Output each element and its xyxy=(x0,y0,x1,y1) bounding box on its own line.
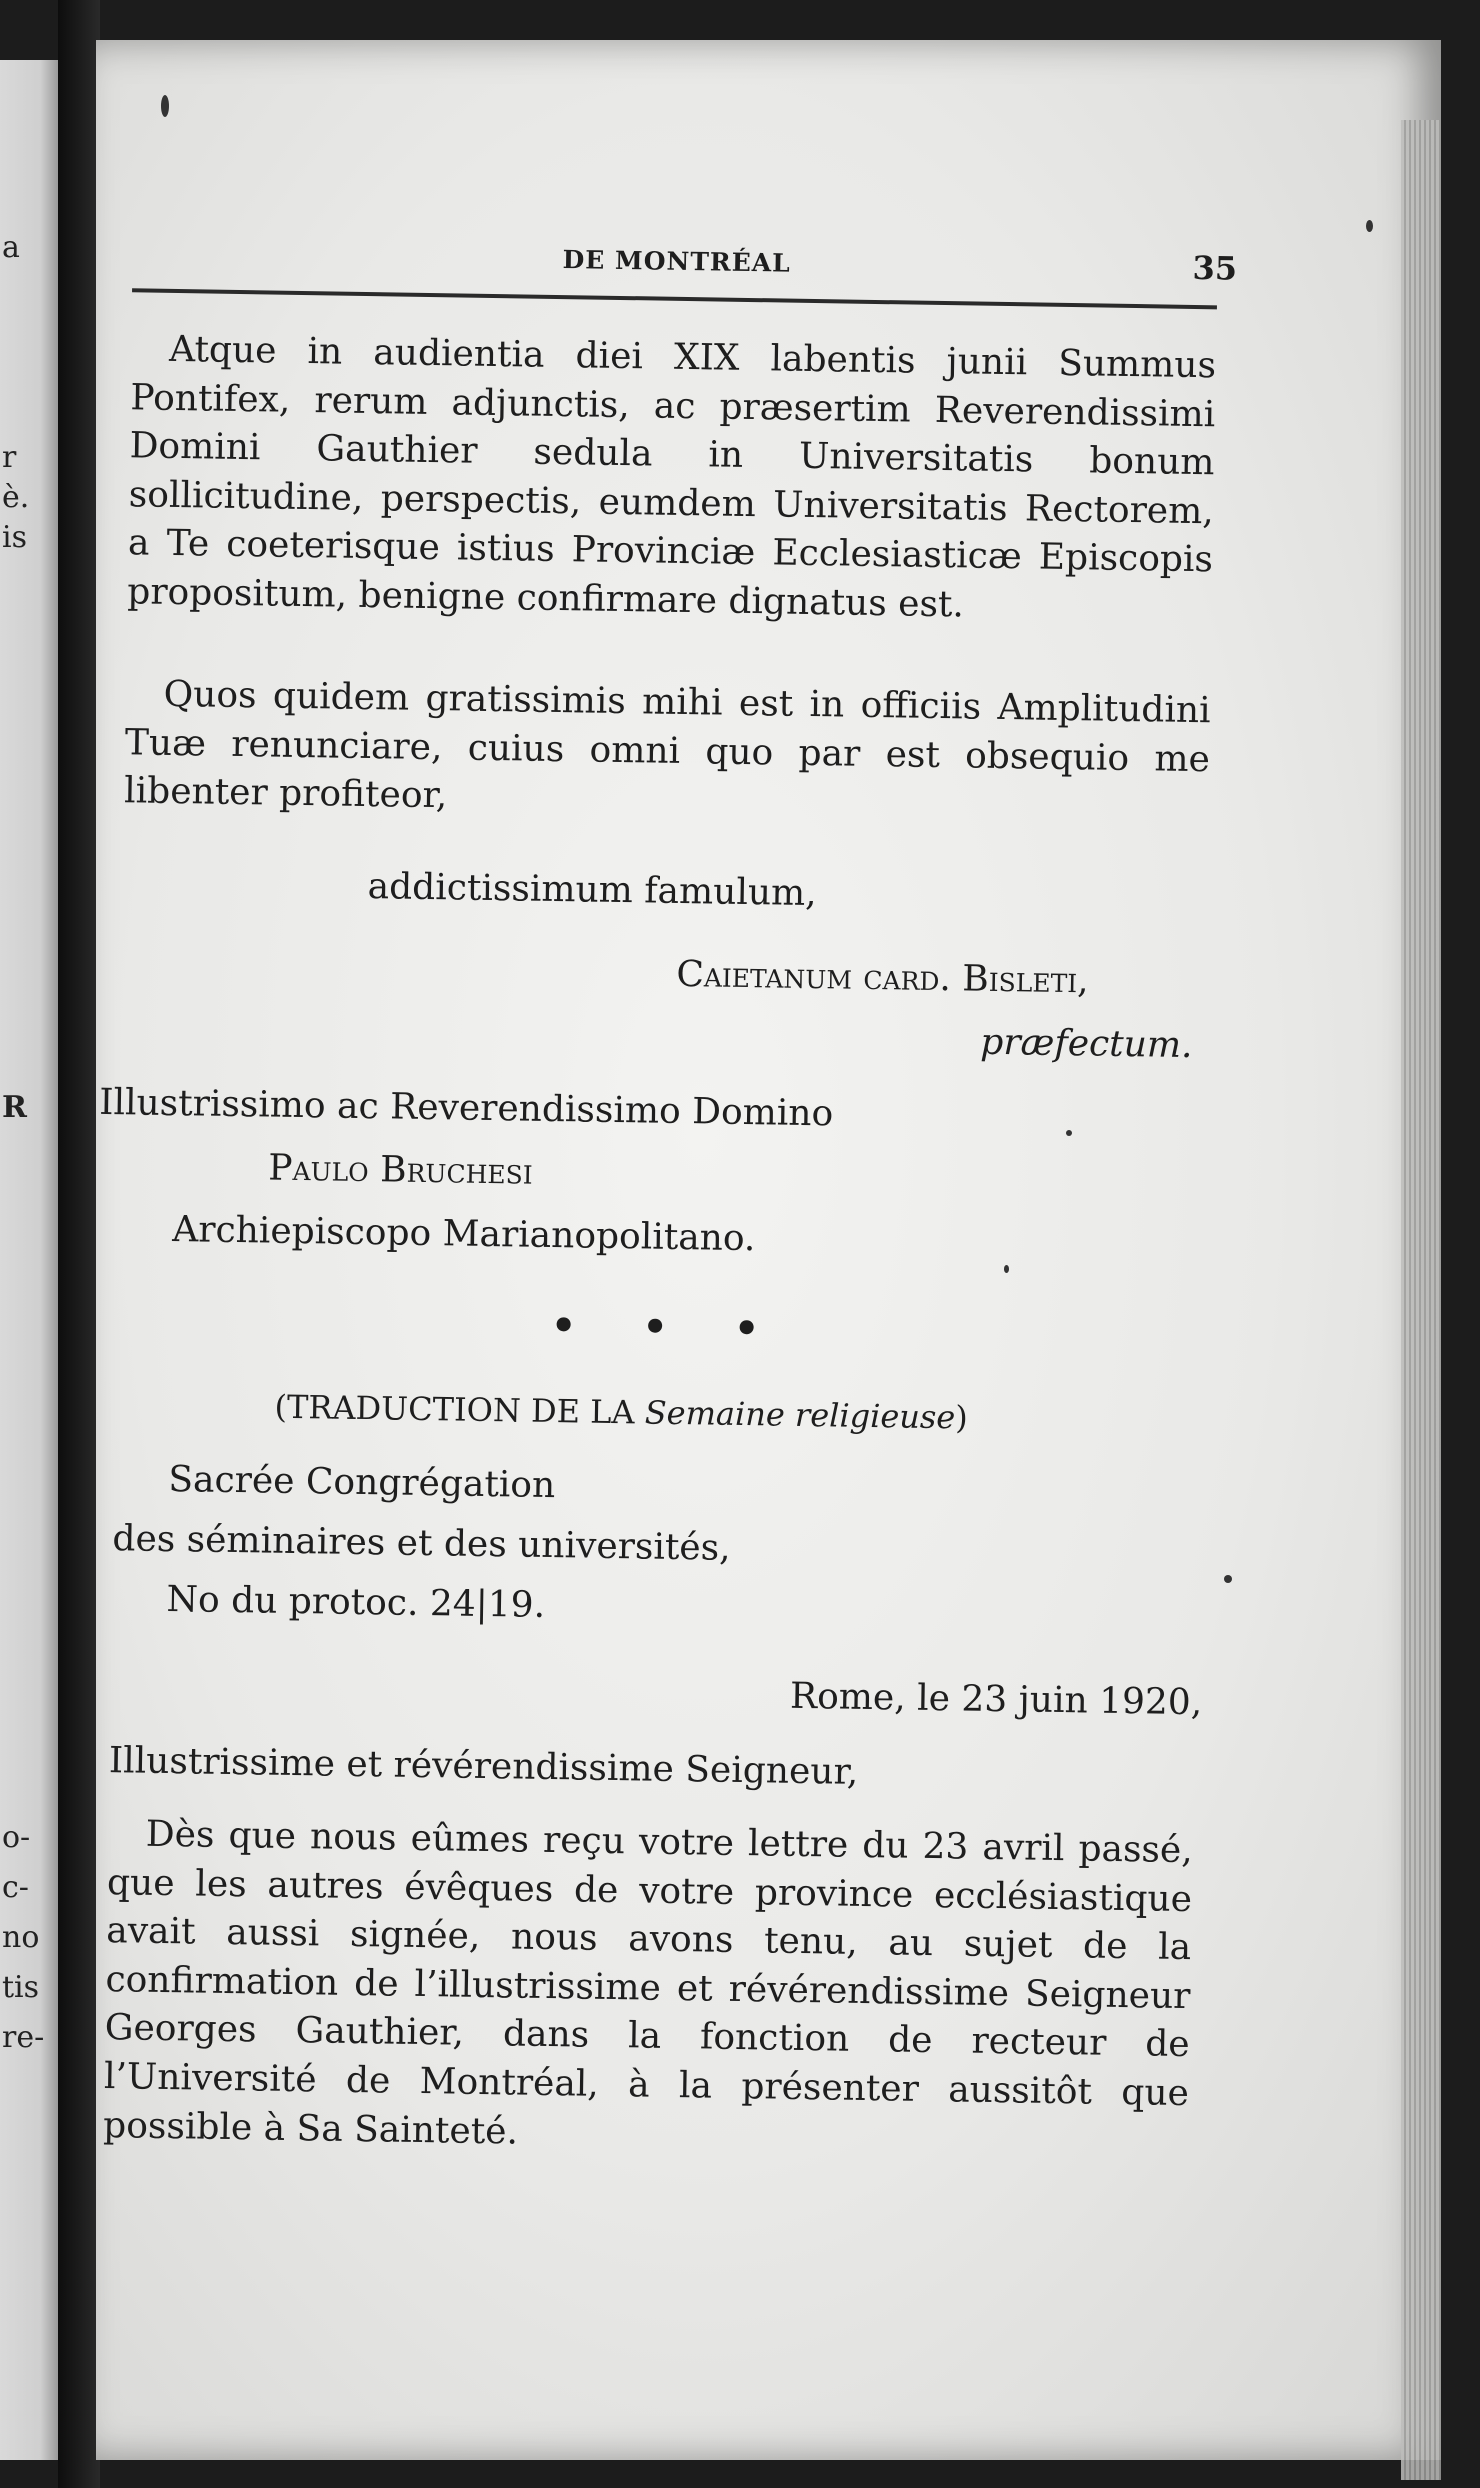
address-line-1: Illustrissimo ac Reverendissimo Domino xyxy=(98,1081,834,1135)
scan-speck xyxy=(1366,220,1373,232)
latin-closing: addictissimum famulum, xyxy=(367,866,817,915)
dateline: Rome, le 23 juin 1920, xyxy=(789,1675,1203,1724)
prev-page-fragment: a xyxy=(2,230,20,265)
scan-speck xyxy=(1004,1265,1009,1273)
protocol-number: No du protoc. 24|19. xyxy=(166,1578,546,1626)
page-text-block xyxy=(98,40,1316,2153)
latin-paragraph-1: Atque in audientia diei XIX labentis junii Summus Pontifex, rerum adjunctis, ac præsertim Reverendissimi Domini Gauthier sedula in Universitatis bonum sollicitudine, perspectis, eumdem Universitatis Rectorem, a Te coeterisque istius Provinciæ Ecclesiasticæ Episcopis propositum, benigne confirmare dignatus est. xyxy=(127,328,1217,626)
translation-body: Dès que nous eûmes reçu votre lettre du 23 avril passé, que les autres évêques de votre province ecclésiastique avait aussi signée, nous avons tenu, au sujet de la confirmation de l’illustrissime et révérendissime Seigneur Georges Gauthier, dans la fonction de recteur de l’Université de Montréal, à la présenter aussitôt que possible à Sa Sainteté. xyxy=(102,1813,1194,2153)
section-separator: • • • xyxy=(550,1301,786,1353)
signature-title: præfectum. xyxy=(980,1021,1193,1067)
header-rule xyxy=(132,288,1217,309)
prev-page-fragment: R xyxy=(2,1090,27,1125)
page-number: 35 xyxy=(1192,248,1238,288)
salutation: Illustrissime et révérendissime Seigneur, xyxy=(108,1740,859,1793)
translation-heading: (TRADUCTION DE LA Semaine religieuse) xyxy=(274,1387,969,1437)
scan-speck xyxy=(1066,1130,1072,1136)
prev-page-fragment: c- xyxy=(2,1870,29,1905)
prev-page-fragment: tis xyxy=(2,1970,40,2005)
book-gutter xyxy=(58,0,100,2488)
previous-page-edge xyxy=(0,60,58,2460)
prev-page-fragment: no xyxy=(2,1920,40,1955)
org-line-2: des séminaires et des universités, xyxy=(112,1518,731,1569)
page-edge-stack xyxy=(1401,120,1441,2480)
prev-page-fragment: r xyxy=(2,440,17,475)
signature-name: Caietanum card. Bisleti, xyxy=(676,953,1089,1002)
address-line-2: Paulo Bruchesi xyxy=(267,1147,534,1193)
address-line-3: Archiepiscopo Marianopolitano. xyxy=(172,1209,756,1260)
page-header xyxy=(112,190,1238,288)
scan-speck xyxy=(161,95,169,117)
scan-speck xyxy=(1224,1575,1232,1583)
prev-page-fragment: è. xyxy=(2,480,30,515)
latin-paragraph-2: Quos quidem gratissimis mihi est in officiis Amplitudini Tuæ renunciare, cuius omni quo par est obsequio me libenter profiteor, xyxy=(123,673,1211,817)
prev-page-fragment: is xyxy=(2,520,27,555)
prev-page-fragment: re- xyxy=(2,2020,45,2055)
book-page xyxy=(96,40,1441,2460)
running-head: DE MONTRÉAL xyxy=(562,245,791,278)
prev-page-fragment: o- xyxy=(2,1820,31,1855)
org-line-1: Sacrée Congrégation xyxy=(168,1459,556,1507)
